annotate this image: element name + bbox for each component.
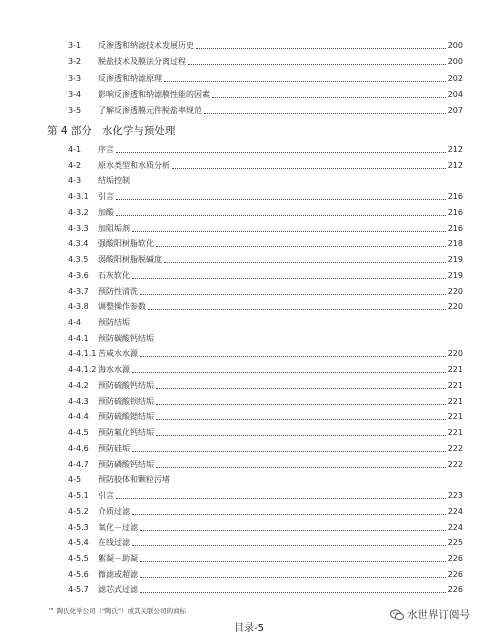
toc-leader-dots bbox=[140, 294, 446, 295]
toc-leader-dots bbox=[156, 246, 446, 247]
toc-entry-page: 224 bbox=[447, 522, 463, 532]
toc-entry-title: 了解反渗透膜元件脱盐率规范 bbox=[98, 106, 202, 116]
toc-entry-page: 221 bbox=[447, 412, 463, 422]
toc-entry-number: 4-3 bbox=[68, 176, 82, 186]
page-number-label: 目录-5 bbox=[234, 623, 264, 634]
toc-entry-page: 202 bbox=[447, 73, 463, 83]
toc-leader-dots bbox=[156, 404, 446, 405]
toc-entry bbox=[0, 536, 499, 550]
toc-entry-number: 4.3.5 bbox=[68, 255, 89, 265]
toc-entry-title: 反渗透和纳滤原理 bbox=[98, 73, 162, 83]
toc-entry-number: 4-4.1.2 bbox=[68, 365, 97, 375]
toc-leader-dots bbox=[140, 577, 446, 578]
toc-entry-page: 200 bbox=[447, 41, 463, 50]
toc-entry bbox=[0, 410, 499, 424]
toc-entry-title: 反渗透和纳滤技术发展历史 bbox=[98, 41, 194, 50]
toc-leader-dots bbox=[164, 262, 446, 263]
toc-entry bbox=[0, 143, 499, 157]
toc-entry-title: 石灰软化 bbox=[98, 270, 130, 280]
toc-entry-number: 4-2 bbox=[68, 160, 82, 170]
toc-entry-title: 预防硫酸锶结垢 bbox=[98, 412, 154, 422]
toc-entry bbox=[0, 521, 499, 535]
toc-entry-number: 4-3.8 bbox=[68, 302, 89, 312]
toc-entry bbox=[0, 552, 499, 566]
part-heading bbox=[47, 124, 175, 138]
toc-entry-title: 弱酸阳树脂脱碱度 bbox=[98, 255, 162, 265]
toc-leader-dots bbox=[156, 419, 446, 420]
toc-entry-title: 苦咸水水源 bbox=[98, 349, 138, 359]
toc-entry-number: 4-5.1 bbox=[68, 491, 89, 501]
toc-leader-dots bbox=[212, 97, 446, 98]
toc-entry-number: 4-5.7 bbox=[68, 585, 89, 595]
toc-entry-number: 4-4.4 bbox=[68, 412, 89, 422]
toc-entry-number: 4-5.4 bbox=[68, 538, 89, 548]
toc-entry-title: 结垢控制 bbox=[98, 176, 130, 186]
toc-entry-number: 4-4.5 bbox=[68, 428, 89, 438]
toc-entry-number: 3-4 bbox=[68, 89, 82, 99]
toc-entry-number: 4-4.7 bbox=[68, 459, 89, 469]
toc-entry-title: 引言 bbox=[98, 192, 114, 202]
toc-leader-dots bbox=[116, 199, 446, 200]
toc-entry-number: 4-3.1 bbox=[68, 192, 89, 202]
toc-entry bbox=[0, 222, 499, 236]
toc-entry bbox=[0, 159, 499, 173]
toc-entry-number: 4-5.2 bbox=[68, 506, 89, 516]
toc-entry-title: 海水水源 bbox=[98, 365, 130, 375]
toc-entry-number: 4-3.6 bbox=[68, 270, 89, 280]
toc-entry-title: 预防磷酸钙结垢 bbox=[98, 459, 154, 469]
toc-entry-title: 预防氟化钙结垢 bbox=[98, 428, 154, 438]
toc-entry-number: 4-5.3 bbox=[68, 522, 89, 532]
toc-entry-title: 影响反渗透和纳滤膜性能的因素 bbox=[98, 89, 210, 99]
toc-entry bbox=[0, 568, 499, 582]
toc-leader-dots bbox=[140, 561, 446, 562]
toc-entry bbox=[0, 285, 499, 299]
toc-entry-number: 4-4.1 bbox=[68, 333, 89, 343]
toc-entry-number: 4.3.4 bbox=[68, 239, 89, 249]
toc-entry bbox=[0, 347, 499, 361]
toc-entry-page: 220 bbox=[447, 286, 463, 296]
toc-entry-number: 4-4.1.1 bbox=[68, 349, 97, 359]
toc-entry bbox=[0, 316, 499, 330]
toc-entry-title: 脱盐技术及膜法分离过程 bbox=[98, 57, 186, 67]
toc-entry-title: 加阻垢剂 bbox=[98, 223, 130, 233]
toc-leader-dots bbox=[156, 467, 446, 468]
toc-entry-number: 3-3 bbox=[68, 73, 82, 83]
toc-entry-title: 预防硅垢 bbox=[98, 443, 130, 453]
toc-entry bbox=[0, 332, 499, 346]
toc-entry bbox=[0, 39, 499, 53]
toc-entry-number: 3-5 bbox=[68, 106, 82, 116]
toc-entry-title: 氧化－过滤 bbox=[98, 522, 138, 532]
toc-entry-title: 预防硫酸钡结垢 bbox=[98, 396, 154, 406]
toc-entry-title: 介质过滤 bbox=[98, 506, 130, 516]
toc-leader-dots bbox=[116, 498, 446, 499]
toc-entry-page: 221 bbox=[447, 396, 463, 406]
toc-entry-title: 强酸阳树脂软化 bbox=[98, 239, 154, 249]
toc-entry-page: 221 bbox=[447, 365, 463, 375]
toc-entry-number: 4-3.7 bbox=[68, 286, 89, 296]
toc-leader-dots bbox=[116, 215, 446, 216]
toc-entry-title: 滤芯式过滤 bbox=[98, 585, 138, 595]
toc-entry-page: 225 bbox=[447, 538, 463, 548]
toc-entry bbox=[0, 505, 499, 519]
toc-leader-dots bbox=[132, 514, 446, 515]
toc-entry-page: 221 bbox=[447, 380, 463, 390]
toc-leader-dots bbox=[148, 309, 446, 310]
toc-entry-page: 224 bbox=[447, 506, 463, 516]
toc-entry-page: 221 bbox=[447, 428, 463, 438]
toc-entry-number: 4-1 bbox=[68, 145, 82, 154]
toc-entry-title: 在线过滤 bbox=[98, 538, 130, 548]
toc-entry-number: 4-5.5 bbox=[68, 553, 89, 563]
toc-entry-page: 219 bbox=[447, 255, 463, 265]
toc-entry bbox=[0, 583, 499, 597]
toc-entry bbox=[0, 489, 499, 503]
toc-entry-page: 216 bbox=[447, 207, 463, 217]
part-title: 水化学与预处理 bbox=[101, 125, 176, 137]
toc-leader-dots bbox=[140, 592, 446, 593]
toc-entry bbox=[0, 190, 499, 204]
toc-entry-title: 原水类型和水质分析 bbox=[98, 160, 170, 170]
toc-entry-number: 3-1 bbox=[68, 41, 82, 50]
toc-entry-title: 序言 bbox=[98, 145, 114, 154]
toc-entry-page: 219 bbox=[447, 270, 463, 280]
toc-entry-number: 4-3.3 bbox=[68, 223, 89, 233]
toc-entry-page: 222 bbox=[447, 443, 463, 453]
toc-leader-dots bbox=[172, 168, 446, 169]
toc-leader-dots bbox=[204, 113, 446, 114]
toc-entry-title: 微滤或超滤 bbox=[98, 569, 138, 579]
toc-entry-page: 216 bbox=[447, 192, 463, 202]
toc-entry-number: 4-5 bbox=[68, 475, 82, 485]
toc-entry-number: 4-4.2 bbox=[68, 380, 89, 390]
toc-leader-dots bbox=[156, 435, 446, 436]
toc-entry bbox=[0, 458, 499, 472]
toc-leader-dots bbox=[132, 372, 446, 373]
toc-entry bbox=[0, 104, 499, 118]
toc-entry bbox=[0, 379, 499, 393]
toc-entry-title: 絮凝－助凝 bbox=[98, 553, 138, 563]
trademark-note: ™ 陶氏化学公司（"陶氏"）或其关联公司的商标 bbox=[48, 607, 187, 615]
toc-entry-page: 226 bbox=[447, 569, 463, 579]
toc-entry bbox=[0, 473, 499, 487]
toc-entry bbox=[0, 363, 499, 377]
toc-entry bbox=[0, 72, 499, 86]
toc-entry-title: 调整操作参数 bbox=[98, 302, 146, 312]
part-label: 第 4 部分 bbox=[47, 125, 92, 137]
toc-entry-number: 4-4 bbox=[68, 318, 82, 328]
toc-entry-page: 207 bbox=[447, 106, 463, 116]
toc-entry bbox=[0, 174, 499, 188]
toc-entry-page: 226 bbox=[447, 585, 463, 595]
wechat-icon bbox=[390, 609, 404, 621]
toc-entry-page: 200 bbox=[447, 57, 463, 67]
toc-leader-dots bbox=[132, 278, 446, 279]
toc-entry bbox=[0, 426, 499, 440]
toc-leader-dots bbox=[140, 356, 446, 357]
toc-entry-page: 216 bbox=[447, 223, 463, 233]
toc-entry-title: 加酸 bbox=[98, 207, 114, 217]
watermark-text: 水世界订阅号 bbox=[407, 609, 470, 621]
toc-leader-dots bbox=[140, 530, 446, 531]
toc-leader-dots bbox=[116, 152, 446, 153]
toc-entry-title: 预防碳酸钙结垢 bbox=[98, 333, 154, 343]
toc-leader-dots bbox=[164, 81, 446, 82]
toc-leader-dots bbox=[156, 388, 446, 389]
toc-entry bbox=[0, 442, 499, 456]
toc-entry-title: 预防性清洗 bbox=[98, 286, 138, 296]
watermark bbox=[390, 607, 470, 622]
toc-entry-title: 预防结垢 bbox=[98, 318, 130, 328]
toc-entry bbox=[0, 88, 499, 102]
toc-leader-dots bbox=[196, 48, 446, 49]
toc-entry bbox=[0, 206, 499, 220]
toc-entry-page: 204 bbox=[447, 89, 463, 99]
toc-entry bbox=[0, 55, 499, 69]
toc-leader-dots bbox=[132, 231, 446, 232]
toc-entry-page: 220 bbox=[447, 302, 463, 312]
toc-entry-page: 222 bbox=[447, 459, 463, 469]
toc-leader-dots bbox=[132, 545, 446, 546]
toc-entry bbox=[0, 300, 499, 314]
toc-entry-page: 212 bbox=[447, 160, 463, 170]
toc-entry-page: 226 bbox=[447, 553, 463, 563]
toc-entry-page: 220 bbox=[447, 349, 463, 359]
toc-leader-dots bbox=[132, 451, 446, 452]
toc-entry-number: 4-3.2 bbox=[68, 207, 89, 217]
toc-entry bbox=[0, 253, 499, 267]
toc-entry-number: 4-4.3 bbox=[68, 396, 89, 406]
toc-entry-title: 预防硫酸钙结垢 bbox=[98, 380, 154, 390]
toc-leader-dots bbox=[188, 64, 446, 65]
toc-entry-page: 223 bbox=[447, 491, 463, 501]
toc-entry-number: 3-2 bbox=[68, 57, 82, 67]
toc-entry-title: 预防胶体和颗粒污堵 bbox=[98, 475, 170, 485]
toc-entry bbox=[0, 269, 499, 283]
toc-entry bbox=[0, 237, 499, 251]
toc-entry-page: 212 bbox=[447, 145, 463, 154]
toc-entry bbox=[0, 395, 499, 409]
toc-entry-title: 引言 bbox=[98, 491, 114, 501]
toc-entry-number: 4-5.6 bbox=[68, 569, 89, 579]
toc-entry-page: 218 bbox=[447, 239, 463, 249]
toc-entry-number: 4-4.6 bbox=[68, 443, 89, 453]
